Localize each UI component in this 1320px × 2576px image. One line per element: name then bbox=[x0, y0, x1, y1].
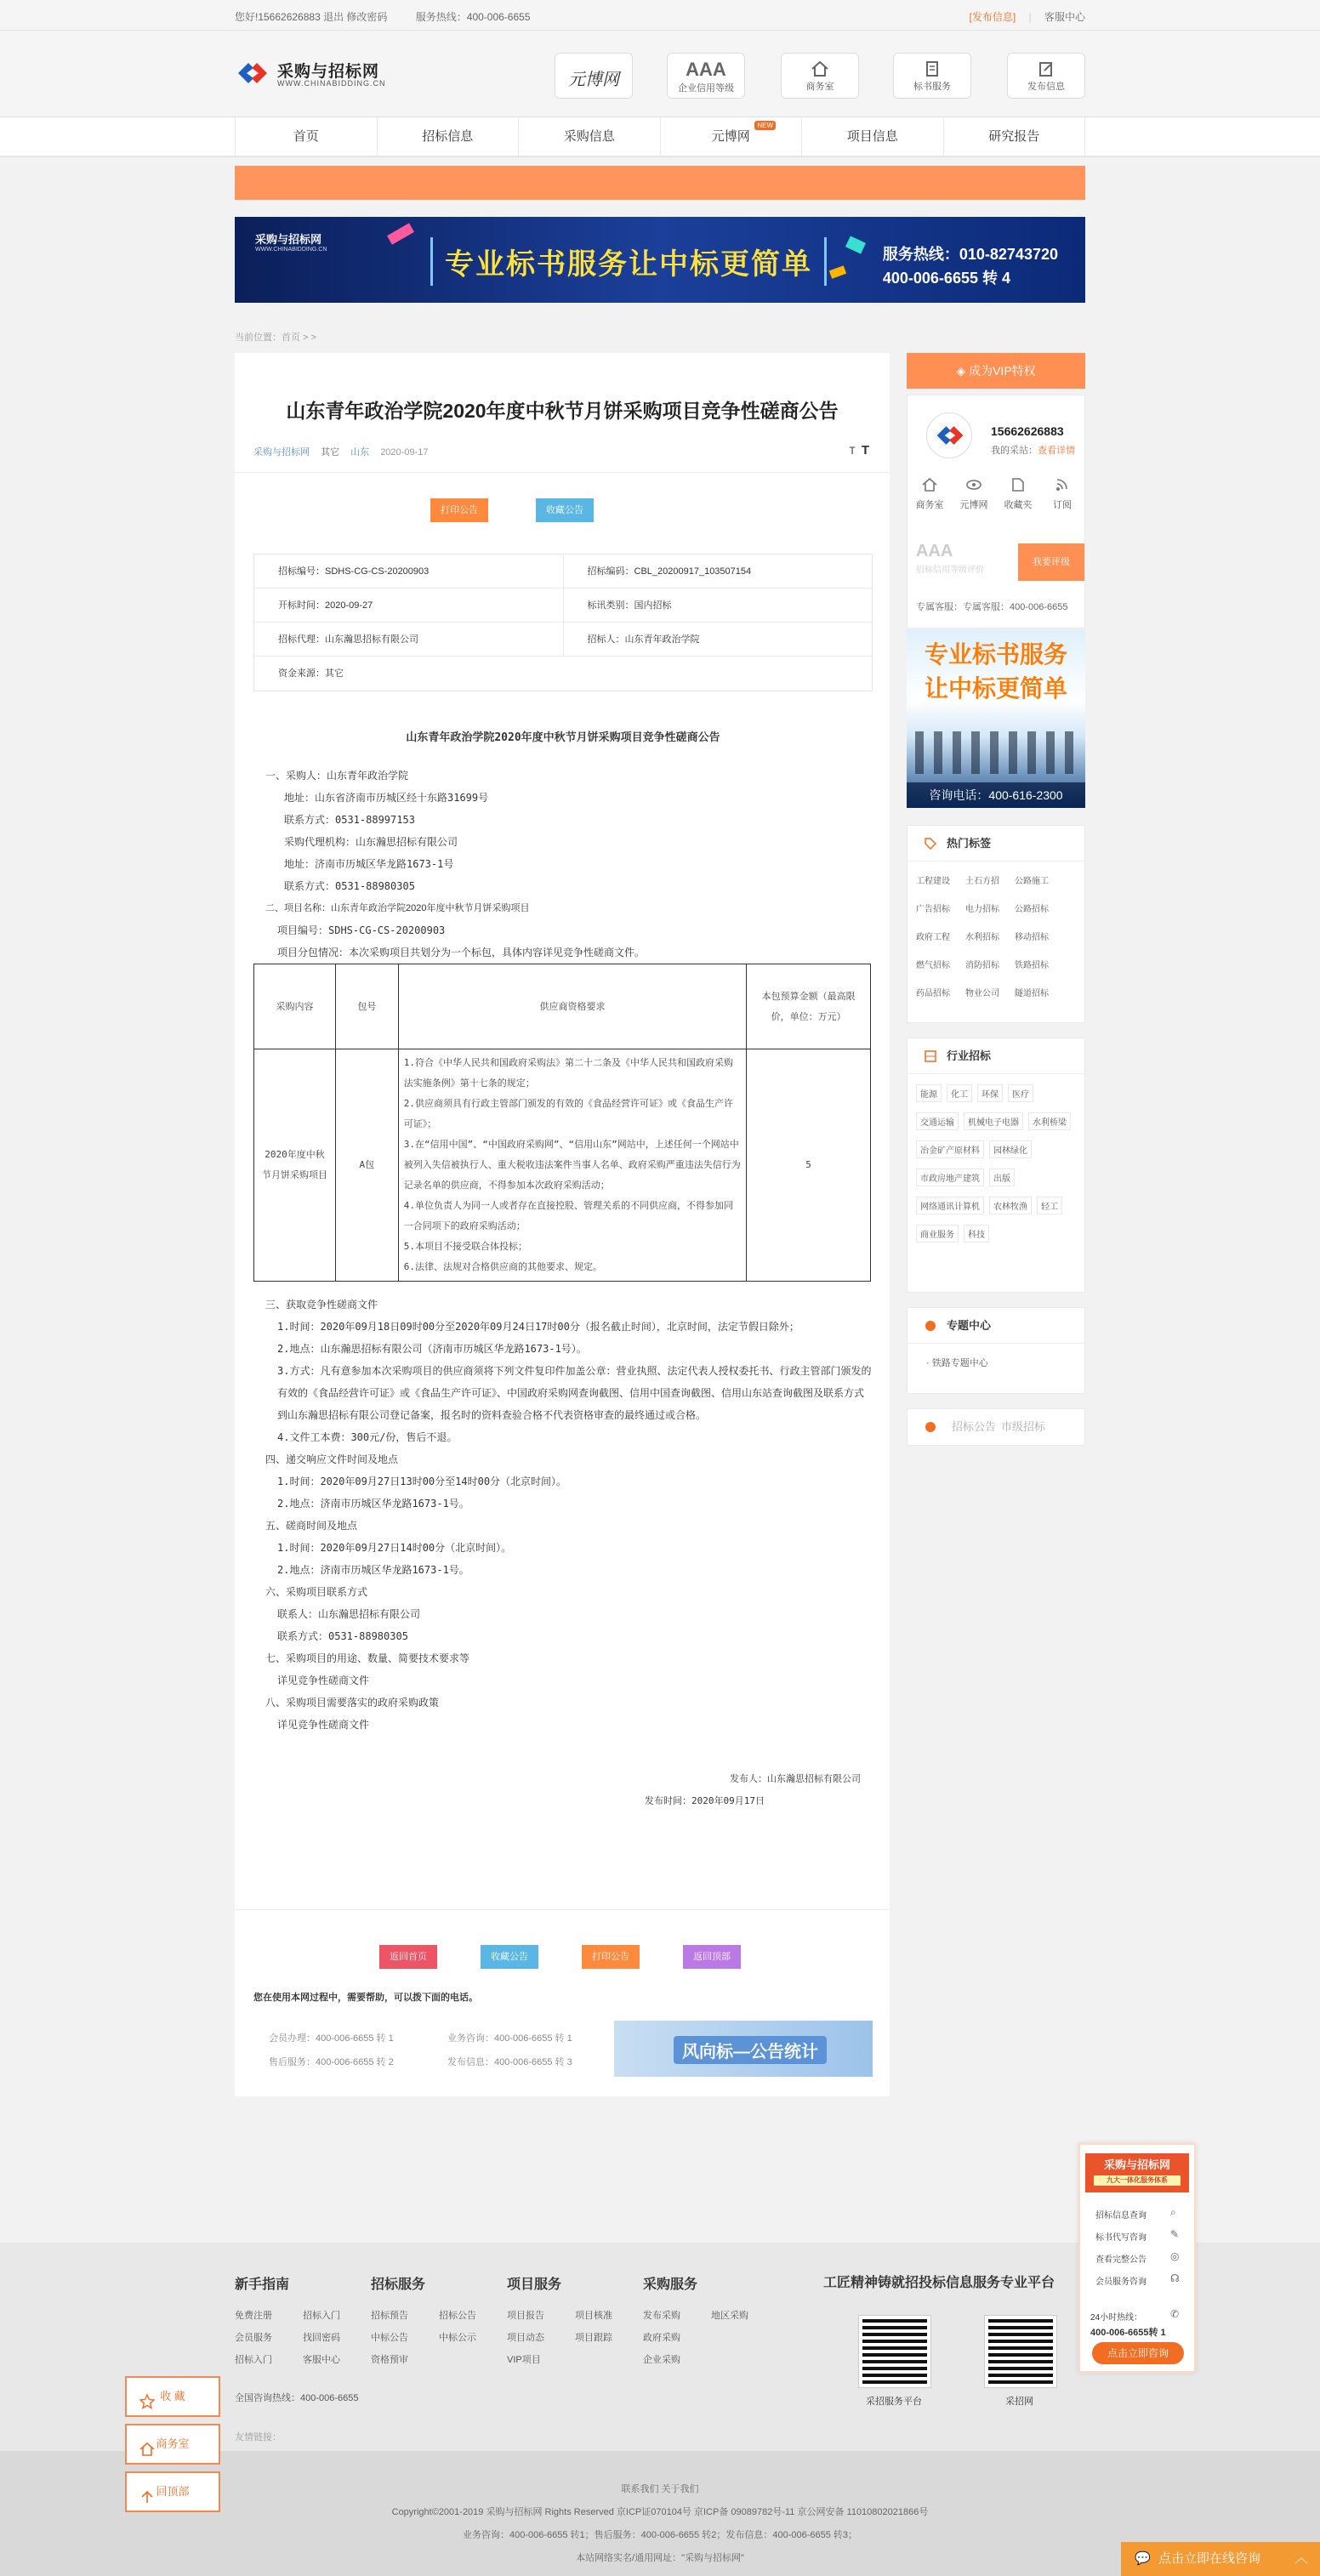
doc-line: 三、获取竞争性磋商文件 bbox=[265, 1299, 378, 1311]
notice-box bbox=[907, 1408, 1085, 1446]
footer-link[interactable]: 会员服务 bbox=[235, 2333, 272, 2343]
nav-project-info[interactable] bbox=[801, 117, 943, 156]
topic-item-railway[interactable]: · 铁路专题中心 bbox=[926, 1358, 988, 1368]
consult-row[interactable]: 会员服务咨询 bbox=[1095, 2277, 1146, 2287]
home-icon bbox=[139, 2436, 156, 2453]
folder-icon bbox=[1010, 477, 1027, 492]
footer-col-title: 新手指南 bbox=[235, 2277, 290, 2292]
footer-link[interactable]: 地区采购 bbox=[711, 2311, 748, 2321]
doc-line: 采购代理机构：山东瀚思招标有限公司 bbox=[284, 836, 458, 848]
th-budget: 本包预算金额（最高限价，单位：万元） bbox=[747, 964, 871, 1049]
copy-line: 本站网络实名/通用网址："采购与招标网" bbox=[576, 2553, 744, 2563]
bottom-buttons bbox=[235, 1945, 890, 1969]
th-content: 采购内容 bbox=[254, 964, 336, 1049]
banner-slogan: 专业标书服务让中标更简单 bbox=[430, 237, 827, 286]
consult-tel: 400-006-6655转 1 bbox=[1090, 2328, 1166, 2338]
doc-line: 地址：山东省济南市历城区经十东路31699号 bbox=[284, 792, 489, 804]
industry-tag[interactable]: 轻工 bbox=[1037, 1197, 1062, 1214]
font-large-button[interactable]: T bbox=[861, 443, 869, 458]
doc-line: 3.方式：凡有意参加本次采购项目的供应商须将下列文件复印件加盖公章：营业执照、法定代表人授权委托书、行政主管部门颁发的有效的《食品经营许可证》或《食品生产许可证》、中国政府采购网查询截图、信用中国查询截图、信用山东站查询截图及联系方式到山东瀚思招标有限公司登记备案，报名时的资料查验合格不代表资格审查的最终通过或合格。 bbox=[277, 1365, 872, 1421]
footer-link[interactable]: 找回密码 bbox=[303, 2333, 340, 2343]
avatar-logo-icon bbox=[934, 424, 966, 447]
header bbox=[0, 31, 1320, 117]
footer-link[interactable] bbox=[575, 2349, 643, 2371]
notice-center-title: 山东青年政治学院2020年度中秋节月饼采购项目竞争性磋商公告 bbox=[406, 731, 720, 744]
notice-icon bbox=[925, 1421, 936, 1433]
footer-link[interactable] bbox=[439, 2349, 507, 2371]
avatar bbox=[926, 412, 972, 458]
rss-icon bbox=[1054, 477, 1071, 492]
nav-research-label: 研究报告 bbox=[988, 129, 1040, 144]
doc-line: 联系方式：0531-88980305 bbox=[277, 1630, 408, 1642]
exclusive-service: 专属客服：专属客服：400-006-6655 bbox=[916, 602, 1068, 612]
doc-line: 五、磋商时间及地点 bbox=[265, 1520, 358, 1532]
footer-tel: 全国咨询热线：400-006-6655 bbox=[235, 2393, 359, 2403]
req-item: 4.单位负责人为同一人或者存在直接控股、管理关系的不同供应商，不得参加同一合同项下的政府采购活动； bbox=[403, 1200, 734, 1231]
doc-line: 项目编号：SDHS-CG-CS-20200903 bbox=[277, 924, 446, 936]
chevron-up-icon[interactable]: ︿ bbox=[1294, 2551, 1308, 2566]
my-site-link[interactable]: 查看详情 bbox=[1038, 446, 1075, 456]
footer-col bbox=[371, 2273, 507, 2371]
hot-tag[interactable]: 公路招标 bbox=[1015, 905, 1049, 914]
sidebar-business-room-label: 商务室 bbox=[915, 500, 944, 510]
banner-logo-sub: WWW.CHINABIDDING.CN bbox=[255, 247, 327, 253]
my-site bbox=[991, 443, 1075, 457]
banner-hotline-1: 服务热线：010-82743720 bbox=[882, 246, 1058, 263]
sidebar-ad-line1: 专业标书服务 bbox=[924, 641, 1067, 668]
user-panel bbox=[907, 395, 1085, 628]
footer-link[interactable]: 企业采购 bbox=[643, 2355, 680, 2365]
new-badge: NEW bbox=[754, 121, 776, 130]
sidebar-yuanbo-label: 元博网 bbox=[959, 500, 988, 510]
hot-tags-list bbox=[908, 862, 1084, 1015]
doc-line: 4.文件工本费：300元/份，售后不退。 bbox=[277, 1431, 458, 1443]
bottom-print-button[interactable]: 打印公告 bbox=[582, 1945, 640, 1969]
doc-line: 详见竞争性磋商文件 bbox=[277, 1675, 370, 1686]
consult-header bbox=[1085, 2153, 1189, 2192]
help-publish: 发布信息：400-006-6655 转 3 bbox=[447, 2057, 572, 2067]
favorite-notice-button[interactable]: 收藏公告 bbox=[536, 498, 594, 522]
req-item: 2.供应商须具有行政主管部门颁发的有效的《食品经营许可证》或《食品生产许可证》； bbox=[403, 1098, 734, 1129]
business-room-label: 商务室 bbox=[805, 82, 834, 92]
nav-project-info-label: 项目信息 bbox=[846, 129, 898, 144]
banner-logo bbox=[255, 230, 327, 253]
orange-ad-strip[interactable] bbox=[235, 166, 1085, 200]
greeting-text[interactable]: 您好!15662626883 退出 修改密码 bbox=[235, 11, 388, 23]
footer-link[interactable]: 项目报告 bbox=[507, 2311, 544, 2321]
footer-link[interactable]: 项目核准 bbox=[575, 2311, 612, 2321]
doc-line: 1.时间：2020年09月27日13时00分至14时00分（北京时间）。 bbox=[277, 1476, 567, 1487]
help-business: 业务咨询：400-006-6655 转 1 bbox=[447, 2033, 572, 2044]
td-package: A包 bbox=[335, 1049, 398, 1282]
article-meta bbox=[253, 445, 428, 458]
doc-line: 七、采购项目的用途、数量、简要技术要求等 bbox=[265, 1652, 470, 1664]
nav-purchase-info-label: 采购信息 bbox=[563, 129, 615, 144]
req-item: 6.法律、法规对合格供应商的其他要求、规定。 bbox=[403, 1261, 603, 1272]
top-bar: 您好!15662626883 退出 修改密码 服务热线：400-006-6655 [发布信息] | 客服中心 bbox=[0, 0, 1320, 31]
hot-tag[interactable]: 公路施工 bbox=[1015, 877, 1049, 886]
qr-site-label: 采招网 bbox=[1005, 2397, 1033, 2407]
top-banner-ad[interactable] bbox=[235, 217, 1085, 303]
doc-line: 联系方式：0531-88980305 bbox=[284, 880, 415, 892]
sidebar-favorites[interactable] bbox=[996, 477, 1040, 511]
footer-col bbox=[235, 2273, 371, 2371]
yuanbo-button[interactable] bbox=[555, 53, 633, 99]
consult-row[interactable]: 查看完整公告 bbox=[1095, 2255, 1146, 2265]
footer-slogan: 工匠精神铸就招投标信息服务专业平台 bbox=[823, 2276, 1055, 2290]
edit-icon bbox=[1037, 60, 1055, 77]
consult-title: 采购与招标网 bbox=[1103, 2158, 1170, 2171]
footer-link[interactable]: 招标预告 bbox=[371, 2311, 408, 2321]
footer-col-title: 项目服务 bbox=[507, 2277, 562, 2292]
doc-line: 详见竞争性磋商文件 bbox=[277, 1719, 370, 1731]
package-table bbox=[253, 964, 871, 1282]
doc-line: 项目分包情况：本次采购项目共划分为一个标包，具体内容详见竞争性磋商文件。 bbox=[277, 947, 646, 958]
hot-tag[interactable]: 水利招标 bbox=[965, 933, 999, 942]
footer-col bbox=[643, 2273, 779, 2371]
banner-logo-text: 采购与招标网 bbox=[255, 233, 322, 246]
doc-line: 2.地点：济南市历城区华龙路1673-1号。 bbox=[277, 1564, 469, 1576]
doc-line: 地址：济南市历城区华龙路1673-1号 bbox=[284, 858, 454, 870]
footer-link[interactable]: 资格预审 bbox=[371, 2355, 408, 2365]
hot-tags-box bbox=[907, 825, 1085, 1023]
copy-line: 业务咨询：400-006-6655 转1；售后服务：400-006-6655 转2；发布信息：400-006-6655 转3； bbox=[462, 2530, 858, 2540]
industry-tag[interactable]: 网络通讯计算机 bbox=[916, 1197, 984, 1214]
hot-tag[interactable]: 政府工程 bbox=[916, 933, 950, 942]
publish-info-label: 发布信息 bbox=[1027, 82, 1065, 92]
float-business-room-button[interactable] bbox=[125, 2424, 220, 2465]
float-favorite-button[interactable] bbox=[125, 2376, 220, 2417]
hot-tag[interactable]: 广告招标 bbox=[916, 905, 950, 914]
sidebar-subscribe-label: 订阅 bbox=[1053, 500, 1072, 510]
home-icon bbox=[811, 60, 829, 77]
vip-icon: ◈ bbox=[956, 364, 966, 378]
industry-tag[interactable]: 出版 bbox=[989, 1169, 1015, 1186]
logo-icon bbox=[235, 60, 270, 86]
business-room-button[interactable] bbox=[781, 53, 859, 99]
industry-tag[interactable]: 能源 bbox=[916, 1084, 942, 1102]
help-after-sales: 售后服务：400-006-6655 转 2 bbox=[269, 2057, 394, 2067]
hot-tag[interactable]: 物业公司 bbox=[965, 989, 999, 998]
open-time: 开标时间：2020-09-27 bbox=[254, 589, 564, 622]
article-date: 2020-09-17 bbox=[380, 447, 429, 458]
yuanbo-label: 元博网 bbox=[568, 69, 619, 89]
bid-number: 招标编号：SDHS-CG-CS-20200903 bbox=[254, 554, 564, 588]
doc-line: 联系人：山东瀚思招标有限公司 bbox=[277, 1608, 421, 1620]
chat-icon: 💬 bbox=[1135, 2551, 1151, 2566]
print-notice-button[interactable]: 打印公告 bbox=[430, 498, 488, 522]
bid-info-table bbox=[253, 554, 873, 691]
statistics-ad-text: 风向标—公告统计 bbox=[674, 2036, 827, 2064]
publish-info-button[interactable] bbox=[1007, 53, 1085, 99]
nav-yuanbo[interactable] bbox=[660, 117, 802, 156]
bid-doc-service-label: 标书服务 bbox=[913, 82, 951, 92]
topic-box bbox=[907, 1307, 1085, 1394]
star-icon bbox=[139, 2388, 156, 2405]
vip-button[interactable] bbox=[907, 353, 1085, 389]
doc-line: 四、递交响应文件时间及地点 bbox=[265, 1453, 399, 1465]
footer-link[interactable]: 免费注册 bbox=[235, 2311, 272, 2321]
footer-col-title: 招标服务 bbox=[371, 2277, 426, 2292]
float-business-room-label: 商务室 bbox=[156, 2437, 190, 2450]
help-contact-box bbox=[235, 1982, 890, 2096]
industry-tag[interactable]: 环保 bbox=[977, 1084, 1003, 1102]
nav-home-label: 首页 bbox=[293, 129, 319, 144]
hot-tags-header bbox=[908, 826, 1084, 862]
footer-link[interactable]: 政府采购 bbox=[643, 2333, 680, 2343]
notice-body bbox=[253, 727, 873, 1812]
nav-yuanbo-label: 元博网 bbox=[711, 129, 750, 144]
float-back-top-label: 回顶部 bbox=[156, 2485, 190, 2498]
footer-link[interactable]: 中标公示 bbox=[439, 2333, 476, 2343]
left-float-bar bbox=[125, 2376, 220, 2519]
search-icon: ⌕ bbox=[1170, 2206, 1176, 2218]
right-consult-panel bbox=[1078, 2143, 1196, 2373]
eye-icon bbox=[965, 477, 982, 492]
sidebar-ad[interactable] bbox=[907, 629, 1085, 808]
doc-line: 六、采购项目联系方式 bbox=[265, 1586, 368, 1598]
qr-code-site bbox=[985, 2316, 1056, 2387]
industry-tag[interactable]: 市政房地产建筑 bbox=[916, 1169, 984, 1186]
th-requirements: 供应商资格要求 bbox=[398, 964, 746, 1049]
bid-category: 标讯类别：国内招标 bbox=[587, 600, 672, 611]
region-link[interactable]: 山东 bbox=[350, 447, 370, 458]
industry-tag[interactable]: 交通运输 bbox=[916, 1112, 959, 1130]
credit-rating-label: 企业信用等级 bbox=[678, 83, 734, 94]
document-icon bbox=[923, 60, 942, 77]
sidebar-ad-line2: 让中标更简单 bbox=[924, 675, 1067, 702]
footer-link[interactable]: 招标入门 bbox=[235, 2355, 272, 2365]
aaa-rating-sub: 招标信用等级评价 bbox=[916, 566, 984, 575]
footer-link[interactable]: 发布采购 bbox=[643, 2311, 680, 2321]
req-item: 1.符合《中华人民共和国政府采购法》第二十二条及《中华人民共和国政府采购法实施条例》第十七条的规定； bbox=[403, 1057, 734, 1089]
hotline-text: 服务热线：400-006-6655 bbox=[415, 11, 531, 23]
back-top-button[interactable]: 返回顶部 bbox=[683, 1945, 741, 1969]
footer-link[interactable]: 招标公告 bbox=[439, 2311, 476, 2321]
grid-icon bbox=[925, 1050, 936, 1062]
pen-icon: ✎ bbox=[1170, 2228, 1180, 2240]
bid-agent: 招标代理：山东瀚思招标有限公司 bbox=[254, 623, 564, 656]
hot-tag[interactable]: 移动招标 bbox=[1015, 933, 1049, 942]
doc-line: 二、项目名称：山东青年政治学院2020年度中秋节月饼采购项目 bbox=[265, 903, 530, 913]
friend-links: 友情链接： bbox=[235, 2432, 282, 2442]
user-phone: 15662626883 bbox=[991, 424, 1064, 438]
logo-domain: WWW.CHINABIDDING.CN bbox=[277, 79, 386, 88]
article-panel bbox=[235, 353, 890, 2096]
footer-link[interactable]: 项目动态 bbox=[507, 2333, 544, 2343]
bid-code: 招标编码：CBL_20200917_103507154 bbox=[587, 566, 752, 577]
industry-tag[interactable]: 化工 bbox=[947, 1084, 972, 1102]
fund-source: 资金来源：其它 bbox=[278, 668, 344, 679]
bid-doc-service-button[interactable] bbox=[893, 53, 971, 99]
industry-tag[interactable]: 医疗 bbox=[1008, 1084, 1033, 1102]
nav-home[interactable] bbox=[235, 117, 377, 156]
industry-header bbox=[908, 1038, 1084, 1074]
chat-label: 点击立即在线咨询 bbox=[1158, 2551, 1261, 2566]
bottom-favorite-button[interactable]: 收藏公告 bbox=[481, 1945, 538, 1969]
doc-line: 联系方式：0531-88997153 bbox=[284, 814, 415, 826]
bid-buyer: 招标人：山东青年政治学院 bbox=[587, 634, 700, 645]
industry-tag[interactable]: 园林绿化 bbox=[989, 1140, 1032, 1158]
topic-title: 专题中心 bbox=[947, 1319, 992, 1332]
footer-col bbox=[507, 2273, 643, 2371]
industry-tag[interactable]: 科技 bbox=[964, 1225, 989, 1243]
td-requirements bbox=[398, 1049, 746, 1282]
issuer-line: 发布人：山东瀚思招标有限公司 bbox=[730, 1773, 861, 1784]
float-favorite-label: 收 藏 bbox=[160, 2390, 185, 2403]
doc-line: 1.时间：2020年09月27日14时00分（北京时间）。 bbox=[277, 1542, 512, 1554]
td-content: 2020年度中秋节月饼采购项目 bbox=[254, 1049, 336, 1282]
industry-tag[interactable]: 机械电子电器 bbox=[964, 1112, 1023, 1130]
float-back-top-button[interactable] bbox=[125, 2471, 220, 2512]
hot-tag[interactable]: 隧道招标 bbox=[1015, 989, 1049, 998]
article-type: 其它 bbox=[321, 447, 340, 458]
back-home-button[interactable]: 返回首页 bbox=[379, 1945, 437, 1969]
site-logo[interactable] bbox=[235, 57, 405, 91]
aaa-label: AAA bbox=[686, 59, 726, 80]
article-title: 山东青年政治学院2020年度中秋节月饼采购项目竞争性磋商公告 bbox=[286, 400, 839, 422]
credit-rating-button[interactable] bbox=[667, 53, 745, 99]
topic-icon bbox=[925, 1320, 936, 1332]
hot-tag[interactable]: 工程建设 bbox=[916, 877, 950, 886]
help-title: 您在使用本网过程中，需要帮助，可以拨下面的电话。 bbox=[253, 1993, 478, 2003]
industry-list bbox=[908, 1074, 1084, 1256]
statistics-ad[interactable] bbox=[614, 2021, 873, 2077]
copy-links[interactable]: 联系我们 关于我们 bbox=[621, 2484, 699, 2494]
doc-lines-2 bbox=[253, 1294, 873, 1736]
home-icon bbox=[921, 477, 938, 492]
consult-hours: 24小时热线： bbox=[1090, 2313, 1143, 2323]
qr-code-platform bbox=[859, 2316, 930, 2387]
sidebar-subscribe[interactable] bbox=[1040, 477, 1084, 511]
rate-me-button[interactable]: 我要评级 bbox=[1018, 543, 1084, 581]
industry-title: 行业招标 bbox=[947, 1049, 992, 1062]
hot-tag[interactable]: 消防招标 bbox=[965, 961, 999, 970]
industry-tag[interactable]: 冶金矿产原材料 bbox=[916, 1140, 984, 1158]
hot-tag[interactable]: 燃气招标 bbox=[916, 961, 950, 970]
online-chat-bar[interactable] bbox=[1121, 2542, 1320, 2576]
doc-line: 八、采购项目需要落实的政府采购政策 bbox=[265, 1697, 440, 1709]
notice-sub: 市级招标 bbox=[1001, 1420, 1046, 1433]
footer-link[interactable] bbox=[711, 2327, 779, 2349]
footer-link[interactable] bbox=[711, 2349, 779, 2371]
footer-link[interactable]: 中标公告 bbox=[371, 2333, 408, 2343]
hot-tag[interactable]: 土石方招 bbox=[965, 877, 999, 886]
source-link[interactable]: 采购与招标网 bbox=[253, 447, 310, 458]
nav-research[interactable] bbox=[943, 117, 1086, 156]
footer-link[interactable]: 招标入门 bbox=[303, 2311, 340, 2321]
notice-title: 招标公告 bbox=[952, 1420, 997, 1433]
font-size-toggle bbox=[849, 443, 869, 458]
font-small-button[interactable]: T bbox=[849, 445, 856, 457]
th-package: 包号 bbox=[335, 964, 398, 1049]
consult-row[interactable]: 招标信息查询 bbox=[1095, 2211, 1146, 2221]
hot-tag[interactable]: 铁路招标 bbox=[1015, 961, 1049, 970]
vip-label: 成为VIP特权 bbox=[969, 364, 1036, 378]
main-nav bbox=[0, 117, 1320, 157]
issue-time-line: 发布时间：2020年09月17日 bbox=[645, 1795, 765, 1806]
tag-icon bbox=[925, 838, 936, 850]
footer-link[interactable]: 项目跟踪 bbox=[575, 2333, 612, 2343]
banner-hotline-2: 400-006-6655 转 4 bbox=[882, 270, 1010, 287]
breadcrumb[interactable]: 当前位置：首页 > > bbox=[235, 333, 316, 343]
consult-sub: 九大一体化服务体系 bbox=[1094, 2175, 1181, 2186]
req-item: 5.本项目不接受联合体投标； bbox=[403, 1241, 528, 1252]
doc-line: 一、采购人：山东青年政治学院 bbox=[265, 770, 409, 782]
phone-icon: ✆ bbox=[1170, 2308, 1180, 2320]
my-site-label: 我的采站： bbox=[991, 446, 1038, 456]
nav-purchase-info[interactable] bbox=[518, 117, 660, 156]
service-center-link[interactable]: 客服中心 bbox=[1044, 11, 1085, 23]
notice-header[interactable] bbox=[908, 1409, 1084, 1445]
hot-tag[interactable]: 电力招标 bbox=[965, 905, 999, 914]
logo-name: 采购与招标网 bbox=[277, 63, 380, 81]
consult-row[interactable]: 标书代写咨询 bbox=[1095, 2233, 1146, 2243]
headset-icon: ☊ bbox=[1170, 2272, 1180, 2284]
industry-tag[interactable]: 农林牧渔 bbox=[989, 1197, 1032, 1214]
footer-link[interactable]: VIP项目 bbox=[507, 2355, 541, 2365]
nav-bid-info-label: 招标信息 bbox=[422, 129, 474, 144]
publish-info-link[interactable]: [发布信息] bbox=[969, 11, 1016, 23]
doc-line: 2.地点：济南市历城区华龙路1673-1号。 bbox=[277, 1498, 469, 1510]
aaa-rating: AAA bbox=[916, 542, 953, 560]
banner-hotline bbox=[883, 242, 1058, 290]
footer-col-title: 采购服务 bbox=[643, 2277, 698, 2292]
industry-tag[interactable]: 商业服务 bbox=[916, 1225, 959, 1243]
copy-line: Copyright©2001-2019 采购与招标网 Rights Reserved 京ICP证070104号 京ICP备 09089782号-11 京公网安备 11010802021866号 bbox=[391, 2507, 929, 2517]
industry-box bbox=[907, 1038, 1085, 1293]
sidebar-ad-hotline: 咨询电话：400-616-2300 bbox=[907, 782, 1085, 808]
view-icon: ◎ bbox=[1170, 2250, 1180, 2262]
footer-link[interactable]: 客服中心 bbox=[303, 2355, 340, 2365]
hot-tags-title: 热门标签 bbox=[947, 837, 992, 850]
topic-header bbox=[908, 1308, 1084, 1344]
sidebar-yuanbo[interactable] bbox=[952, 477, 996, 511]
arrow-up-icon bbox=[139, 2483, 156, 2500]
hot-tag[interactable]: 药品招标 bbox=[916, 989, 950, 998]
nav-bid-info[interactable] bbox=[377, 117, 519, 156]
td-budget: 5 bbox=[747, 1049, 871, 1282]
help-members: 会员办理：400-006-6655 转 1 bbox=[269, 2033, 394, 2044]
sidebar-business-room[interactable] bbox=[908, 477, 952, 511]
req-item: 3.在“信用中国”、“中国政府采购网”、“信用山东”网站中，上述任何一个网站中被列入失信被执行人、重大税收违法案件当事人名单、政府采购严重违法失信行为记录名单的供应商，不得参加本次政府采购活动； bbox=[403, 1139, 741, 1191]
doc-line: 1.时间：2020年09月18日09时00分至2020年09月24日17时00分（报名截止时间），北京时间，法定节假日除外； bbox=[277, 1321, 799, 1333]
consult-now-button[interactable]: 点击立即咨询 bbox=[1092, 2342, 1184, 2364]
doc-line: 2.地点：山东瀚思招标有限公司（济南市历城区华龙路1673-1号）。 bbox=[277, 1343, 587, 1355]
sidebar-favorites-label: 收藏夹 bbox=[1004, 500, 1033, 510]
qr-platform-label: 采招服务平台 bbox=[866, 2397, 922, 2407]
industry-tag[interactable]: 水利桥梁 bbox=[1028, 1112, 1071, 1130]
